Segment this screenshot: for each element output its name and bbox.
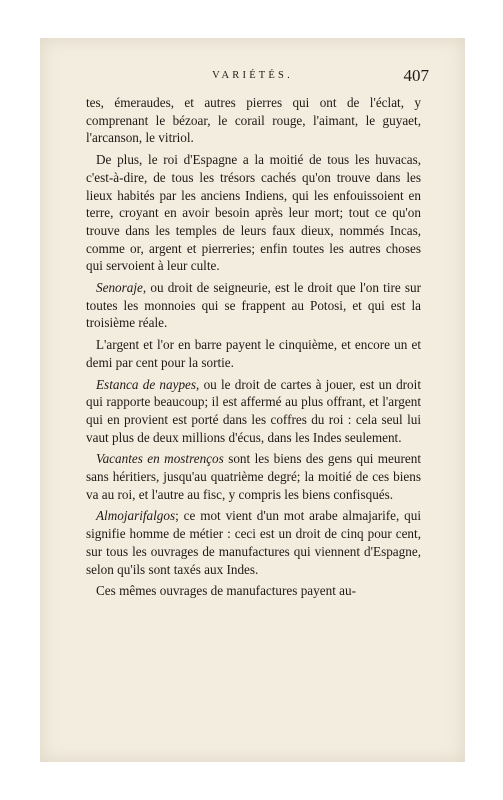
page-number: 407 [403, 66, 429, 85]
body-text [86, 94, 421, 604]
page-header [40, 68, 465, 88]
paragraph-6-italic: Vacantes en mostrenços [96, 451, 224, 467]
paragraph-2 [86, 151, 421, 275]
book-page [40, 38, 465, 762]
paragraph-8 [86, 582, 421, 600]
paragraph-2-text: De plus, le roi d'Espagne a la moitié de tous les huvacas, c'est-à-dire, de tous les trésors cachés qu'on trouve dans les lieux habités par les anciens Indiens, qui les enfouissoient en terre, croyant en avoir besoin après leur mort; tout ce qu'on trouve dans les temples de leurs faux dieux, nommés Incas, comme or, argent et pierreries; enfin toutes les autres choses qui servoient à leur culte. [86, 152, 421, 274]
paragraph-1-text: tes, émeraudes, et autres pierres qui ont de l'éclat, y comprenant le bézoar, le corail rouge, l'aimant, le guyaet, l'arcanson, le vitriol. [86, 95, 421, 146]
paragraph-6-text: sont les biens des gens qui meurent sans héritiers, jusqu'au quatrième degré; la moitié de ces biens va au roi, et l'autre au fisc, y compris les biens confisqués. [86, 451, 422, 502]
paragraph-8-text: Ces mêmes ouvrages de manufactures payent au- [96, 583, 356, 599]
paragraph-1 [86, 94, 421, 147]
paragraph-3-text: , ou droit de seigneurie, est le droit que l'on tire sur toutes les monnoies qui se frappent au Potosi, et qui est la troisième réale. [86, 280, 421, 331]
paragraph-7-italic: Almojarifalgos [96, 508, 176, 524]
paragraph-7-text: ; ce mot vient d'un mot arabe almajarife, qui signifie homme de métier : ceci est un droit de cinq pour cent, sur tous les ouvrages de manufactures qui viennent d'Espagne, selon qu'ils sont taxés aux Indes. [86, 508, 421, 577]
paragraph-5-text: , ou le droit de cartes à jouer, est un droit qui rapporte beaucoup; il est affermé au plus offrant, et l'argent qui en provient est porté dans les coffres du roi : cela seul lui vaut plus de deux millions d'écus, dans les Indes seulement. [86, 376, 421, 445]
paragraph-4-text: L'argent et l'or en barre payent le cinquième, et encore un et demi par cent pour la sortie. [86, 337, 421, 370]
paragraph-3 [86, 279, 421, 332]
paragraph-5 [86, 376, 421, 447]
paragraph-3-italic: Senoraje [96, 280, 143, 296]
running-title: VARIÉTÉS. [212, 70, 293, 81]
paragraph-4 [86, 336, 421, 371]
paragraph-6 [86, 450, 421, 503]
paragraph-5-italic: Estanca de naypes [96, 376, 197, 392]
paragraph-7 [86, 507, 421, 578]
